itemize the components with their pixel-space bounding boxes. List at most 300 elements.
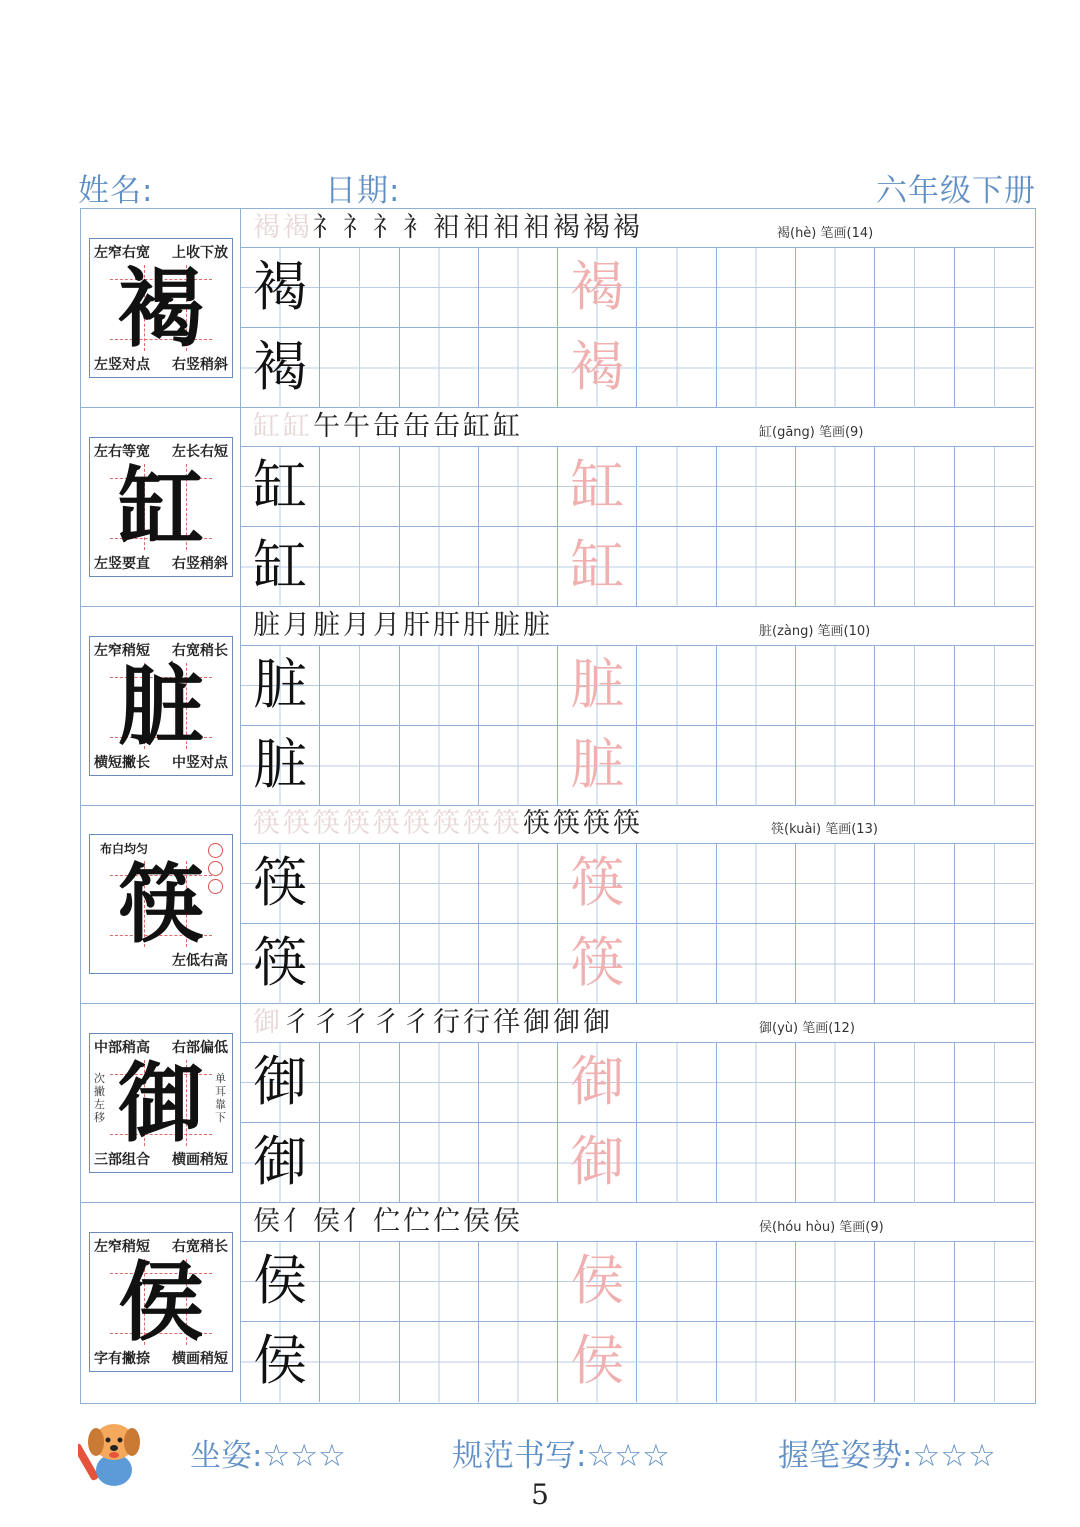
- practice-cell[interactable]: [320, 447, 399, 526]
- practice-row: [241, 447, 1034, 527]
- stroke-sequence: [253, 211, 643, 245]
- trace-character: 御: [570, 1130, 625, 1194]
- practice-row: [241, 248, 1034, 328]
- practice-cell[interactable]: [717, 1123, 796, 1203]
- stroke-step: 彳: [343, 1007, 373, 1039]
- stroke-step: 伫: [403, 1206, 433, 1237]
- date-label: 日期:: [325, 173, 401, 209]
- model-character: 筷: [118, 854, 204, 956]
- writing-tip: 字有撇捺: [94, 1351, 150, 1367]
- practice-cell[interactable]: [241, 1242, 320, 1321]
- practice-cell[interactable]: [558, 1123, 637, 1203]
- practice-cell[interactable]: [955, 726, 1034, 806]
- practice-cell[interactable]: [479, 1242, 558, 1321]
- sample-character: 脏: [253, 732, 308, 796]
- sample-character: 缸: [253, 453, 308, 517]
- practice-cell[interactable]: [558, 844, 637, 923]
- practice-cell[interactable]: [955, 924, 1034, 1004]
- sample-character: 侯: [253, 1249, 308, 1312]
- rating-posture-label: 坐姿:: [190, 1438, 263, 1474]
- practice-cell[interactable]: [400, 527, 479, 607]
- practice-cell[interactable]: [875, 1322, 954, 1402]
- stroke-order-row: [241, 1004, 1034, 1043]
- practice-cell[interactable]: [796, 1322, 875, 1402]
- stroke-step: 筷: [283, 808, 313, 840]
- stroke-step: 礻: [343, 212, 373, 243]
- stroke-step: 缸: [493, 410, 523, 442]
- stroke-step: 亻: [283, 1206, 313, 1237]
- practice-cell[interactable]: [796, 1123, 875, 1203]
- model-card: [89, 636, 233, 776]
- stroke-step: 筷: [373, 808, 403, 840]
- practice-cell[interactable]: [558, 1242, 637, 1321]
- practice-cell[interactable]: [638, 1242, 717, 1321]
- practice-cell[interactable]: [955, 447, 1034, 526]
- rating-grip: [778, 1430, 996, 1475]
- stroke-step: 脏: [523, 609, 553, 641]
- writing-tip: 左长右短: [172, 443, 228, 460]
- practice-cell[interactable]: [875, 924, 954, 1004]
- practice-cell[interactable]: [320, 1242, 399, 1321]
- practice-cell[interactable]: [400, 646, 479, 725]
- trace-character: 侯: [570, 1329, 625, 1392]
- stroke-order-row: [241, 607, 1034, 646]
- writing-tip: 右竖稍斜: [172, 357, 228, 373]
- stroke-step: 缸: [253, 410, 283, 442]
- stroke-step: 衤: [403, 212, 433, 243]
- practice-cell[interactable]: [638, 1322, 717, 1402]
- rating-grip-label: 握笔姿势:: [778, 1438, 913, 1474]
- character-block: [81, 1004, 1034, 1203]
- trace-character: 筷: [570, 931, 625, 995]
- practice-row: [241, 1242, 1034, 1322]
- stroke-step: 脏: [253, 609, 283, 641]
- practice-cell[interactable]: [479, 1043, 558, 1122]
- page-number: 5: [531, 1478, 549, 1511]
- stroke-step: 行: [463, 1007, 493, 1039]
- practice-cell[interactable]: [320, 1043, 399, 1122]
- sample-character: 褐: [253, 255, 308, 318]
- stroke-step: 衵: [523, 212, 553, 243]
- stroke-step: 礻: [313, 212, 343, 243]
- writing-tip: 横短撇长: [94, 754, 150, 771]
- character-block: [81, 1203, 1034, 1402]
- practice-cell[interactable]: [479, 844, 558, 923]
- practice-cell[interactable]: [241, 328, 320, 408]
- stroke-step: 礻: [373, 212, 403, 243]
- practice-cell[interactable]: [558, 527, 637, 607]
- practice-cell[interactable]: [875, 1123, 954, 1203]
- sample-character: 褐: [253, 335, 308, 398]
- model-card: [89, 834, 233, 974]
- practice-cell[interactable]: [955, 844, 1034, 923]
- practice-cell[interactable]: [479, 924, 558, 1004]
- practice-cell[interactable]: [955, 328, 1034, 408]
- stroke-info: 御(yù) 笔画(12): [759, 1021, 855, 1037]
- writing-tip: 布白均匀: [100, 842, 149, 857]
- stroke-sequence: [253, 1006, 613, 1040]
- stroke-step: 伫: [373, 1206, 403, 1237]
- practice-row: [241, 646, 1034, 726]
- practice-cell[interactable]: [796, 328, 875, 408]
- practice-cell[interactable]: [875, 1043, 954, 1122]
- practice-row: [241, 726, 1034, 806]
- stroke-step: 月: [343, 609, 373, 641]
- stroke-step: 筷: [583, 808, 613, 840]
- rating-writing: [452, 1430, 670, 1475]
- practice-cell[interactable]: [400, 1322, 479, 1402]
- writing-tip: 中部稍高: [94, 1040, 150, 1057]
- practice-cell[interactable]: [796, 1242, 875, 1321]
- writing-tip: 三部组合: [94, 1152, 150, 1169]
- model-panel: [81, 607, 241, 805]
- stroke-order-row: [241, 1203, 1034, 1242]
- sample-character: 侯: [253, 1329, 308, 1392]
- stroke-order-row: [241, 209, 1034, 248]
- practice-cell[interactable]: [875, 726, 954, 806]
- practice-cell[interactable]: [796, 447, 875, 526]
- trace-character: 缸: [570, 453, 625, 517]
- stroke-step: 脏: [493, 609, 523, 641]
- stroke-step: 筷: [313, 808, 343, 840]
- trace-character: 褐: [570, 335, 625, 398]
- practice-cell[interactable]: [796, 844, 875, 923]
- writing-tip: 左窄右宽: [94, 245, 150, 261]
- practice-cell[interactable]: [241, 447, 320, 526]
- writing-tip: 中竖对点: [172, 754, 228, 771]
- rating-writing-stars[interactable]: ☆☆☆: [586, 1438, 670, 1474]
- model-character: 御: [118, 1053, 204, 1155]
- practice-row: [241, 1322, 1034, 1402]
- stroke-step: 徉: [493, 1007, 523, 1039]
- practice-cell[interactable]: [638, 1123, 717, 1203]
- trace-character: 筷: [570, 851, 625, 915]
- stroke-step: 御: [583, 1007, 613, 1039]
- stroke-step: 肝: [403, 609, 433, 641]
- practice-cell[interactable]: [320, 328, 399, 408]
- writing-tip: 右宽稍长: [172, 1239, 228, 1255]
- practice-cell[interactable]: [638, 646, 717, 725]
- spacing-circles-icon: [208, 843, 224, 897]
- stroke-info: 筷(kuài) 笔画(13): [771, 822, 878, 838]
- stroke-info: 脏(zàng) 笔画(10): [759, 623, 871, 639]
- practice-cell[interactable]: [241, 1322, 320, 1402]
- practice-cell[interactable]: [558, 1043, 637, 1122]
- practice-cell[interactable]: [796, 248, 875, 327]
- worksheet: [80, 208, 1036, 1404]
- practice-cell[interactable]: [875, 1242, 954, 1321]
- practice-cell[interactable]: [400, 726, 479, 806]
- trace-character: 脏: [570, 732, 625, 796]
- model-panel: [81, 209, 241, 407]
- writing-tip: 右竖稍斜: [172, 555, 228, 572]
- practice-cell[interactable]: [558, 924, 637, 1004]
- practice-row: [241, 844, 1034, 924]
- practice-cell[interactable]: [875, 527, 954, 607]
- stroke-step: 褐: [583, 212, 613, 243]
- practice-cell[interactable]: [241, 1123, 320, 1203]
- stroke-step: 肝: [463, 609, 493, 641]
- practice-cell[interactable]: [320, 646, 399, 725]
- practice-cell[interactable]: [875, 646, 954, 725]
- stroke-step: 筷: [433, 808, 463, 840]
- stroke-step: 伫: [433, 1206, 463, 1237]
- rating-grip-stars[interactable]: ☆☆☆: [912, 1438, 996, 1474]
- practice-cell[interactable]: [717, 1242, 796, 1321]
- practice-row: [241, 1043, 1034, 1123]
- practice-cell[interactable]: [558, 726, 637, 806]
- practice-cell[interactable]: [320, 844, 399, 923]
- model-panel: [81, 408, 241, 606]
- model-character: 侯: [118, 1252, 204, 1353]
- character-block: [81, 209, 1034, 408]
- practice-cell[interactable]: [717, 1322, 796, 1402]
- stroke-step: 筷: [343, 808, 373, 840]
- model-character: 缸: [118, 456, 204, 558]
- model-character: 褐: [118, 258, 204, 359]
- stroke-step: 月: [283, 609, 313, 641]
- practice-cell[interactable]: [558, 447, 637, 526]
- practice-cell[interactable]: [638, 844, 717, 923]
- practice-cell[interactable]: [558, 646, 637, 725]
- practice-cell[interactable]: [479, 726, 558, 806]
- practice-cell[interactable]: [241, 527, 320, 607]
- stroke-info: 褐(hè) 笔画(14): [777, 226, 874, 241]
- side-note: 单耳靠下: [215, 1072, 226, 1125]
- grade-label: 六年级下册: [876, 173, 1036, 209]
- side-note: 次撇左移: [94, 1072, 105, 1125]
- writing-tip: 左右等宽: [94, 443, 150, 460]
- practice-cell[interactable]: [796, 726, 875, 806]
- stroke-step: 缶: [403, 410, 433, 442]
- stroke-order-row: [241, 408, 1034, 447]
- stroke-step: 褐: [253, 212, 283, 243]
- practice-cell[interactable]: [638, 1043, 717, 1122]
- practice-cell[interactable]: [400, 924, 479, 1004]
- practice-cell[interactable]: [479, 328, 558, 408]
- practice-cell[interactable]: [638, 527, 717, 607]
- stroke-info: 侯(hóu hòu) 笔画(9): [759, 1220, 884, 1235]
- practice-cell[interactable]: [479, 527, 558, 607]
- writing-tip: 左竖要直: [94, 555, 150, 572]
- stroke-step: 御: [553, 1007, 583, 1039]
- practice-cell[interactable]: [479, 646, 558, 725]
- practice-cell[interactable]: [638, 328, 717, 408]
- sample-character: 脏: [253, 652, 308, 716]
- practice-cell[interactable]: [479, 1322, 558, 1402]
- practice-cell[interactable]: [717, 1043, 796, 1122]
- sample-character: 缸: [253, 533, 308, 597]
- practice-cell[interactable]: [400, 844, 479, 923]
- stroke-step: 侯: [493, 1206, 523, 1237]
- practice-cell[interactable]: [875, 844, 954, 923]
- practice-cell[interactable]: [796, 1043, 875, 1122]
- practice-cell[interactable]: [558, 328, 637, 408]
- writing-tip: 左窄稍短: [94, 642, 150, 659]
- character-block: [81, 408, 1034, 607]
- practice-cell[interactable]: [796, 924, 875, 1004]
- practice-cell[interactable]: [955, 1242, 1034, 1321]
- practice-cell[interactable]: [717, 328, 796, 408]
- stroke-step: 彳: [373, 1007, 403, 1039]
- practice-cell[interactable]: [400, 248, 479, 327]
- stroke-step: 彳: [313, 1007, 343, 1039]
- practice-cell[interactable]: [241, 1043, 320, 1122]
- practice-cell[interactable]: [875, 447, 954, 526]
- practice-cell[interactable]: [241, 646, 320, 725]
- practice-cell[interactable]: [717, 844, 796, 923]
- practice-cell[interactable]: [638, 447, 717, 526]
- writing-tip: 左窄稍短: [94, 1239, 150, 1255]
- practice-cell[interactable]: [638, 248, 717, 327]
- trace-character: 脏: [570, 652, 625, 716]
- practice-cell[interactable]: [875, 248, 954, 327]
- stroke-info: 缸(gāng) 笔画(9): [759, 424, 864, 440]
- sample-character: 筷: [253, 931, 308, 995]
- stroke-step: 缸: [283, 410, 313, 442]
- stroke-step: 衵: [493, 212, 523, 243]
- practice-cell[interactable]: [955, 1123, 1034, 1203]
- practice-cell[interactable]: [320, 1322, 399, 1402]
- practice-row: [241, 328, 1034, 408]
- practice-cell[interactable]: [479, 447, 558, 526]
- rating-writing-label: 规范书写:: [452, 1438, 587, 1474]
- practice-row: [241, 924, 1034, 1004]
- stroke-step: 筷: [403, 808, 433, 840]
- stroke-step: 褐: [613, 212, 643, 243]
- stroke-step: 脏: [313, 609, 343, 641]
- trace-character: 褐: [570, 255, 625, 318]
- writing-tip: 右宽稍长: [172, 642, 228, 659]
- stroke-sequence: [253, 609, 553, 643]
- stroke-step: 侯: [313, 1206, 343, 1237]
- sample-character: 御: [253, 1050, 308, 1114]
- practice-cell[interactable]: [955, 1043, 1034, 1122]
- practice-cell[interactable]: [400, 1242, 479, 1321]
- practice-cell[interactable]: [717, 646, 796, 725]
- practice-cell[interactable]: [320, 1123, 399, 1203]
- practice-cell[interactable]: [638, 726, 717, 806]
- practice-cell[interactable]: [717, 447, 796, 526]
- practice-cell[interactable]: [638, 924, 717, 1004]
- practice-cell[interactable]: [479, 248, 558, 327]
- stroke-step: 行: [433, 1007, 463, 1039]
- name-label: 姓名:: [78, 173, 154, 209]
- stroke-step: 彳: [403, 1007, 433, 1039]
- writing-tip: 横画稍短: [172, 1152, 228, 1169]
- stroke-step: 筷: [253, 808, 283, 840]
- practice-cell[interactable]: [955, 527, 1034, 607]
- stroke-step: 缶: [373, 410, 403, 442]
- model-panel: [81, 1203, 241, 1402]
- practice-cell[interactable]: [796, 646, 875, 725]
- writing-tip: 左竖对点: [94, 357, 150, 373]
- sample-character: 筷: [253, 851, 308, 915]
- writing-tip: 左低右高: [172, 953, 228, 970]
- practice-cell[interactable]: [400, 328, 479, 408]
- practice-cell[interactable]: [400, 447, 479, 526]
- practice-cell[interactable]: [875, 328, 954, 408]
- stroke-step: 缸: [463, 410, 493, 442]
- stroke-step: 肝: [433, 609, 463, 641]
- trace-character: 侯: [570, 1249, 625, 1312]
- stroke-step: 月: [373, 609, 403, 641]
- rating-posture-stars[interactable]: ☆☆☆: [262, 1438, 346, 1474]
- practice-cell[interactable]: [400, 1043, 479, 1122]
- practice-cell[interactable]: [558, 248, 637, 327]
- stroke-step: 筷: [493, 808, 523, 840]
- stroke-step: 筷: [553, 808, 583, 840]
- stroke-step: 衵: [433, 212, 463, 243]
- rating-posture: [190, 1430, 346, 1475]
- stroke-step: 午: [313, 410, 343, 442]
- practice-row: [241, 527, 1034, 607]
- practice-cell[interactable]: [558, 1322, 637, 1402]
- stroke-step: 侯: [253, 1206, 283, 1237]
- stroke-sequence: [253, 410, 523, 444]
- model-panel: [81, 805, 241, 1003]
- practice-cell[interactable]: [320, 248, 399, 327]
- practice-cell[interactable]: [955, 1322, 1034, 1402]
- sample-character: 御: [253, 1130, 308, 1194]
- stroke-sequence: [253, 1205, 523, 1239]
- model-card: [89, 1033, 233, 1173]
- practice-cell[interactable]: [717, 248, 796, 327]
- practice-cell[interactable]: [717, 924, 796, 1004]
- practice-cell[interactable]: [241, 844, 320, 923]
- stroke-step: 筷: [523, 808, 553, 840]
- stroke-step: 御: [253, 1007, 283, 1039]
- character-block: [81, 607, 1034, 806]
- practice-cell[interactable]: [955, 646, 1034, 725]
- practice-cell[interactable]: [400, 1123, 479, 1203]
- model-card: [89, 1232, 233, 1372]
- practice-cell[interactable]: [955, 248, 1034, 327]
- stroke-step: 褐: [283, 212, 313, 243]
- stroke-step: 御: [523, 1007, 553, 1039]
- practice-cell[interactable]: [717, 726, 796, 806]
- stroke-step: 午: [343, 410, 373, 442]
- practice-cell[interactable]: [796, 527, 875, 607]
- practice-cell[interactable]: [241, 726, 320, 806]
- model-card: [89, 238, 233, 378]
- stroke-step: 亻: [343, 1206, 373, 1237]
- trace-character: 缸: [570, 533, 625, 597]
- practice-cell[interactable]: [241, 924, 320, 1004]
- model-card: [89, 437, 233, 577]
- stroke-step: 彳: [283, 1007, 313, 1039]
- practice-row: [241, 1123, 1034, 1203]
- stroke-step: 衵: [463, 212, 493, 243]
- stroke-step: 褐: [553, 212, 583, 243]
- stroke-sequence: [253, 807, 643, 841]
- writing-tip: 右部偏低: [172, 1040, 228, 1057]
- practice-cell[interactable]: [241, 248, 320, 327]
- character-block: [81, 805, 1034, 1004]
- practice-cell[interactable]: [320, 924, 399, 1004]
- writing-tip: 横画稍短: [172, 1351, 228, 1367]
- trace-character: 御: [570, 1050, 625, 1114]
- stroke-step: 筷: [463, 808, 493, 840]
- stroke-step: 侯: [463, 1206, 493, 1237]
- practice-cell[interactable]: [479, 1123, 558, 1203]
- practice-cell[interactable]: [320, 527, 399, 607]
- model-character: 脏: [118, 655, 204, 757]
- stroke-step: 缶: [433, 410, 463, 442]
- practice-cell[interactable]: [717, 527, 796, 607]
- practice-cell[interactable]: [320, 726, 399, 806]
- stroke-step: 筷: [613, 808, 643, 840]
